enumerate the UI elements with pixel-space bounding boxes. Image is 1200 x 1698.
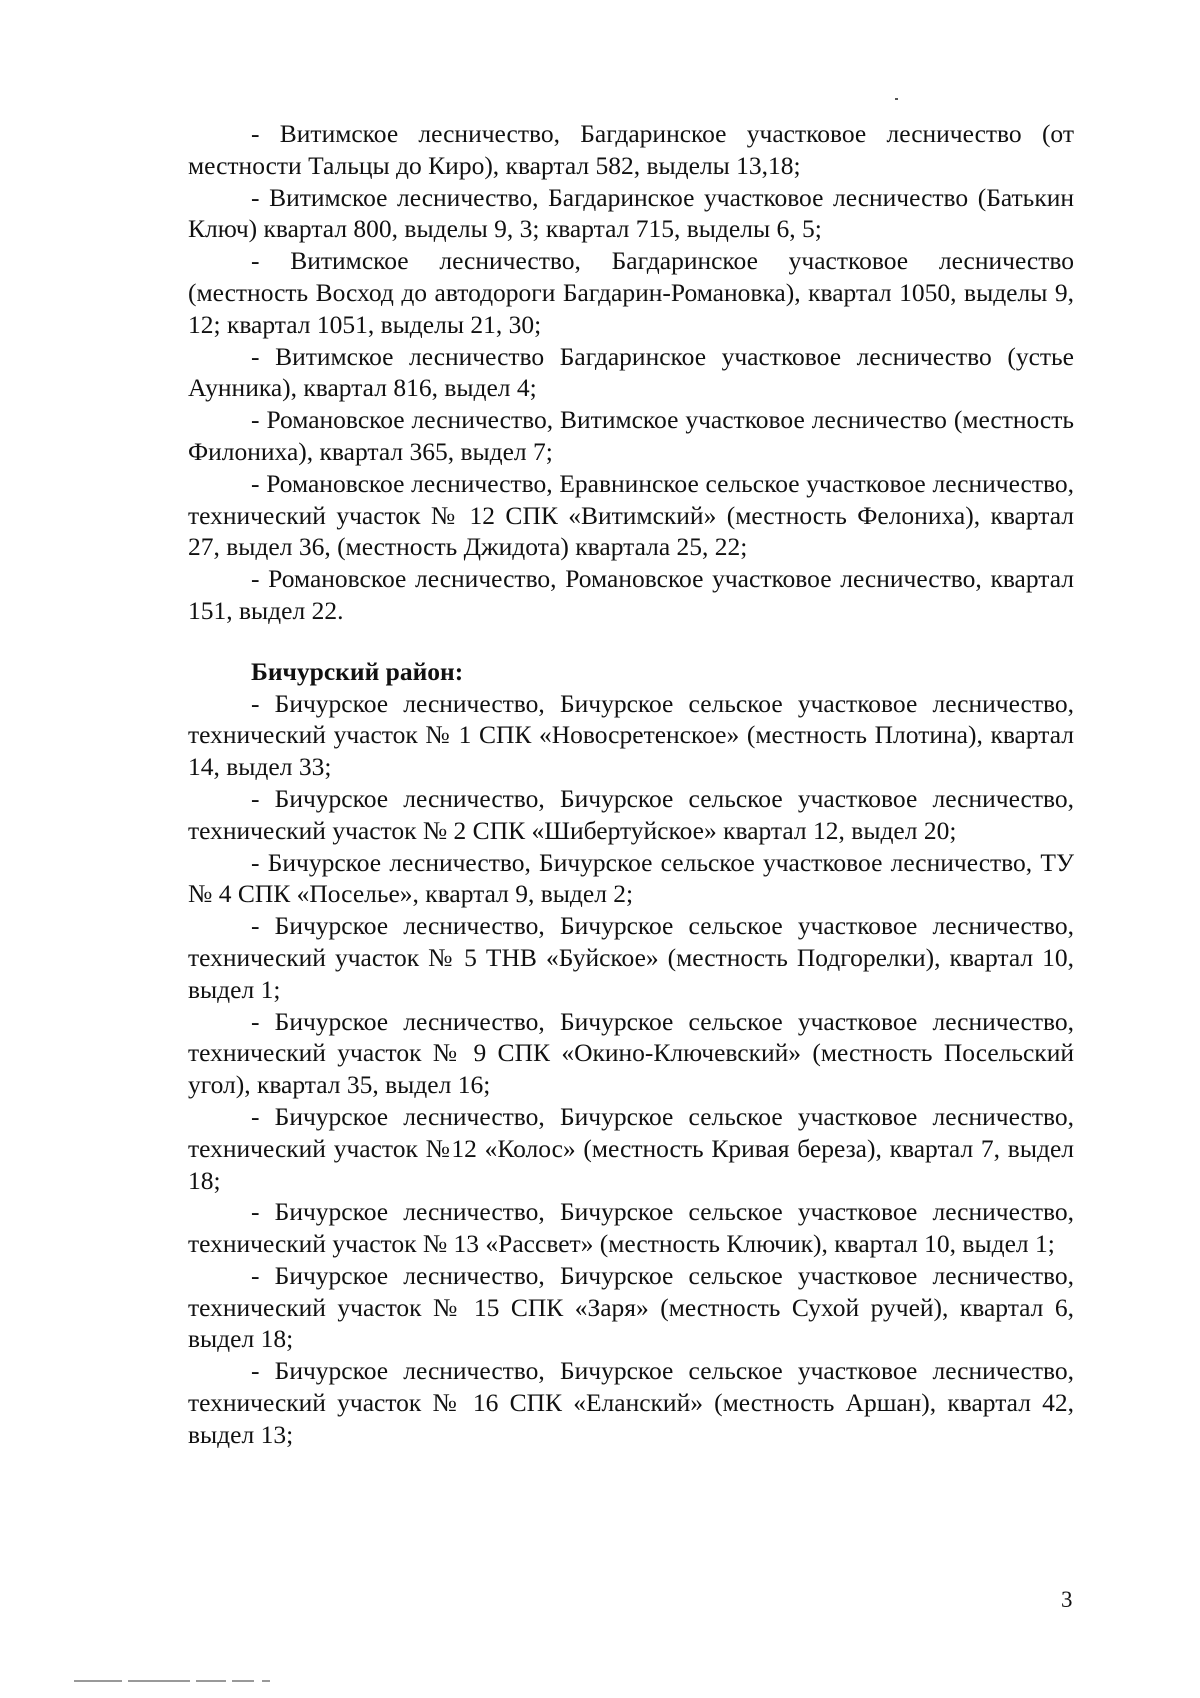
paragraph: - Романовское лесничество, Романовское участковое лесничество, квартал 151, выдел 22.	[188, 564, 1074, 625]
paragraph: - Витимское лесничество, Багдаринское участковое лесничество (от местности Тальцы до Киро), квартал 582, выделы 13,18;	[188, 119, 1074, 180]
paragraph: - Бичурское лесничество, Бичурское сельское участковое лесничество, технический участок № 15 СПК «Заря» (местность Сухой ручей), квартал 6, выдел 18;	[188, 1260, 1074, 1354]
paragraph: - Романовское лесничество, Витимское участковое лесничество (местность Филониха), квартал 365, выдел 7;	[188, 405, 1074, 466]
paragraph: - Бичурское лесничество, Бичурское сельское участковое лесничество, технический участок № 9 СПК «Окино-Ключевский» (местность Посельский угол), квартал 35, выдел 16;	[188, 1006, 1074, 1100]
paragraph: - Романовское лесничество, Еравнинское сельское участковое лесничество, технический участок № 12 СПК «Витимский» (местность Фелониха), квартал 27, выдел 36, (местность Джидота) квартала 25, 22;	[188, 468, 1074, 562]
scan-artifact	[232, 1680, 254, 1682]
paragraph: - Витимское лесничество, Багдаринское участковое лесничество (местность Восход до автодороги Багдарин-Романовка), квартал 1050, выделы 9, 12; квартал 1051, выделы 21, 30;	[188, 246, 1074, 339]
paragraph: - Витимское лесничество Багдаринское участковое лесничество (устье Аунника), квартал 816, выдел 4;	[188, 341, 1074, 403]
scan-artifact	[74, 1680, 122, 1682]
scan-artifact	[262, 1680, 270, 1682]
paragraph: - Бичурское лесничество, Бичурское сельское участковое лесничество, технический участок № 1 СПК «Новосретенское» (местность Плотина), квартал 14, выдел 33;	[188, 688, 1074, 782]
paragraph: - Бичурское лесничество, Бичурское сельское участковое лесничество, технический участок № 2 СПК «Шибертуйское» квартал 12, выдел 20;	[188, 783, 1074, 845]
scan-artifact	[128, 1680, 190, 1682]
paragraph: - Бичурское лесничество, Бичурское сельское участковое лесничество, технический участок № 16 СПК «Еланский» (местность Аршан), квартал 42, выдел 13;	[188, 1356, 1074, 1449]
paragraph: - Бичурское лесничество, Бичурское сельское участковое лесничество, ТУ № 4 СПК «Поселье», квартал 9, выдел 2;	[188, 847, 1074, 909]
scan-artifact	[895, 98, 898, 100]
scan-artifact	[196, 1680, 226, 1682]
paragraph: - Бичурское лесничество, Бичурское сельское участковое лесничество, технический участок № 5 ТНВ «Буйское» (местность Подгорелки), квартал 10, выдел 1;	[188, 911, 1074, 1004]
section-heading: Бичурский район:	[251, 656, 464, 686]
document-body	[188, 118, 1074, 1451]
paragraph: - Бичурское лесничество, Бичурское сельское участковое лесничество, технический участок №12 «Колос» (местность Кривая береза), квартал 7, выдел 18;	[188, 1101, 1074, 1195]
page-number: 3	[1061, 1587, 1073, 1612]
paragraph: - Бичурское лесничество, Бичурское сельское участковое лесничество, технический участок № 13 «Рассвет» (местность Ключик), квартал 10, выдел 1;	[188, 1197, 1074, 1259]
paragraph: - Витимское лесничество, Багдаринское участковое лесничество (Батькин Ключ) квартал 800, выделы 9, 3; квартал 715, выделы 6, 5;	[188, 182, 1074, 244]
